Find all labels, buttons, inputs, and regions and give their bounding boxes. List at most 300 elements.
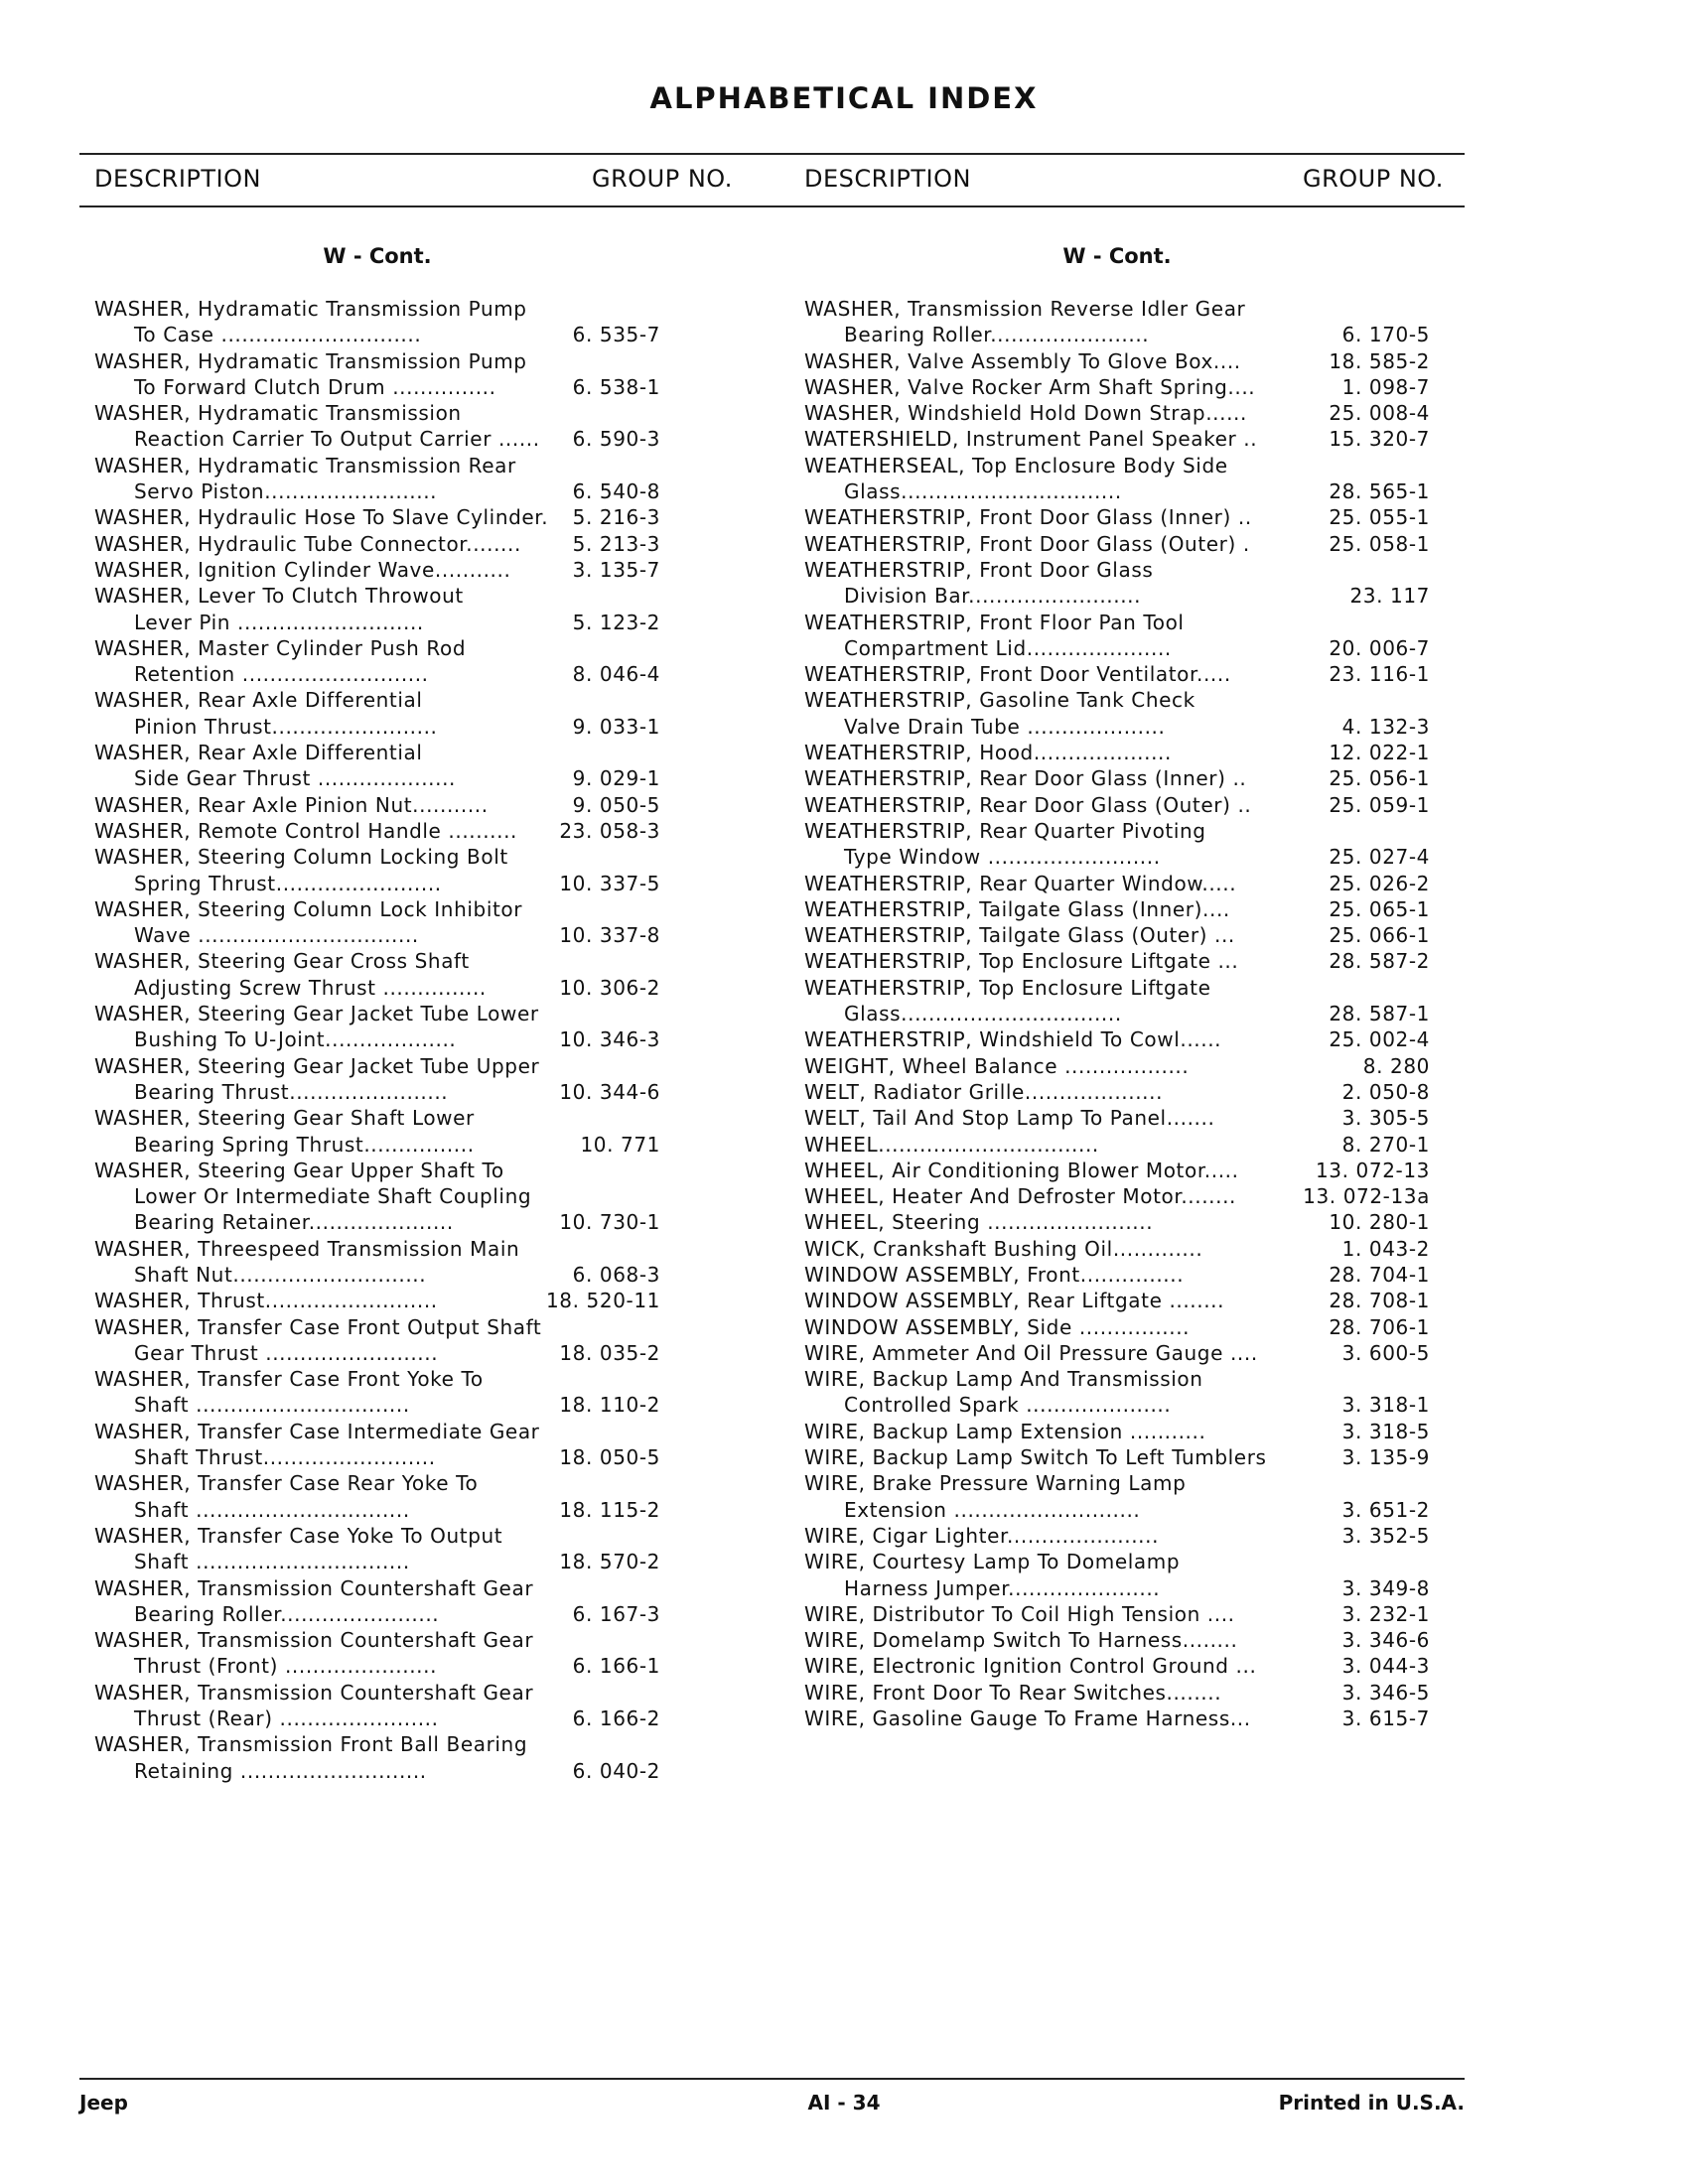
index-entry — [94, 948, 660, 1001]
index-entry — [804, 1262, 1430, 1288]
entry-group-number: 18. 585-2 — [1329, 348, 1430, 373]
entry-description: Side Gear Thrust .................... — [134, 766, 457, 791]
entry-group-number: 6. 068-3 — [572, 1262, 660, 1287]
entry-description: Controlled Spark ..................... — [844, 1393, 1172, 1418]
index-entry — [804, 765, 1430, 791]
entry-description: Lower Or Intermediate Shaft Coupling — [134, 1184, 532, 1209]
index-entry — [804, 1680, 1430, 1706]
index-entry-line — [804, 610, 1430, 635]
index-entry-line — [804, 400, 1430, 426]
entry-group-number: 28. 704-1 — [1329, 1262, 1430, 1287]
entry-description: WASHER, Master Cylinder Push Rod — [94, 635, 467, 660]
section-heading: W - Cont. — [323, 244, 432, 268]
index-entry-line — [94, 1132, 660, 1158]
index-entry — [804, 426, 1430, 452]
entry-description: WEATHERSTRIP, Rear Quarter Window..... — [804, 871, 1237, 895]
entry-description: Bushing To U-Joint................... — [134, 1027, 457, 1052]
index-entry — [94, 531, 660, 557]
entry-description: WINDOW ASSEMBLY, Front............... — [804, 1262, 1185, 1287]
entry-group-number: 6. 590-3 — [572, 427, 660, 452]
entry-description: WASHER, Hydramatic Transmission Pump — [94, 348, 527, 373]
entry-group-number: 12. 022-1 — [1329, 741, 1430, 765]
entry-group-number: 18. 115-2 — [559, 1497, 660, 1522]
index-entry-line — [804, 740, 1430, 765]
index-entry-line — [804, 478, 1430, 504]
entry-group-number: 6. 166-1 — [572, 1654, 660, 1679]
entry-description: WASHER, Threespeed Transmission Main — [94, 1236, 520, 1261]
index-entry — [94, 1053, 660, 1106]
entry-description: WIRE, Cigar Lighter...................... — [804, 1523, 1160, 1548]
index-entry-line — [94, 818, 660, 844]
entry-group-number: 25. 058-1 — [1329, 531, 1430, 556]
index-entry — [804, 400, 1430, 426]
entry-group-number: 3. 305-5 — [1341, 1106, 1430, 1131]
entry-description: WIRE, Gasoline Gauge To Frame Harness... — [804, 1706, 1251, 1731]
entry-group-number: 6. 535-7 — [572, 323, 660, 347]
header-top-rule — [79, 153, 1465, 155]
entry-group-number: 25. 002-4 — [1329, 1027, 1430, 1052]
index-entry-line — [94, 1262, 660, 1288]
index-entry-line — [804, 1132, 1430, 1158]
index-entry-line — [94, 426, 660, 452]
entry-group-number: 28. 708-1 — [1329, 1289, 1430, 1313]
index-entry-line — [94, 400, 660, 426]
entry-description: Bearing Roller....................... — [134, 1601, 440, 1626]
index-entry-line — [94, 1758, 660, 1784]
index-entry-line — [94, 714, 660, 740]
index-entry-line — [94, 1001, 660, 1026]
entry-description: WASHER, Steering Gear Cross Shaft — [94, 949, 470, 974]
entry-group-number: 25. 027-4 — [1329, 845, 1430, 870]
index-entry — [94, 1236, 660, 1289]
index-entry — [804, 1444, 1430, 1470]
entry-description: To Forward Clutch Drum ............... — [134, 374, 496, 399]
index-entry-line — [804, 583, 1430, 609]
entry-description: Shaft Thrust......................... — [134, 1445, 436, 1470]
entry-description: WASHER, Remote Control Handle .......... — [94, 818, 517, 843]
index-entry-line — [804, 661, 1430, 687]
entry-description: WEATHERSTRIP, Windshield To Cowl...... — [804, 1027, 1222, 1052]
index-entry — [804, 1340, 1430, 1366]
index-entry — [94, 557, 660, 583]
entry-description: WASHER, Transmission Countershaft Gear — [94, 1680, 534, 1705]
index-entry-line — [94, 1183, 660, 1209]
entry-description: Extension ........................... — [844, 1497, 1141, 1522]
entry-description: Reaction Carrier To Output Carrier ...... — [134, 427, 540, 452]
index-entry — [804, 1105, 1430, 1131]
index-entry-line — [94, 871, 660, 896]
entry-description: Spring Thrust........................ — [134, 871, 442, 895]
index-entry-line — [804, 1288, 1430, 1313]
entry-description: Pinion Thrust........................ — [134, 714, 438, 739]
index-entry — [804, 453, 1430, 505]
entry-group-number: 8. 280 — [1362, 1053, 1430, 1078]
index-entry-line — [804, 1314, 1430, 1340]
index-entry-line — [804, 1105, 1430, 1131]
index-entry — [804, 1523, 1430, 1549]
entry-group-number: 10. 280-1 — [1329, 1210, 1430, 1235]
index-entry-line — [94, 1053, 660, 1079]
entry-group-number: 3. 615-7 — [1341, 1706, 1430, 1731]
index-entry-line — [94, 1105, 660, 1131]
index-list-left — [94, 296, 660, 1784]
index-entry-line — [804, 1706, 1430, 1731]
entry-description: WIRE, Backup Lamp And Transmission — [804, 1367, 1203, 1392]
entry-description: WATERSHIELD, Instrument Panel Speaker .. — [804, 427, 1258, 452]
entry-description: WASHER, Hydraulic Hose To Slave Cylinder. — [94, 505, 549, 530]
index-entry — [804, 818, 1430, 871]
index-entry-line — [804, 1470, 1430, 1496]
entry-group-number: 10. 346-3 — [559, 1027, 660, 1052]
index-entry-line — [804, 453, 1430, 478]
index-entry-line — [804, 1366, 1430, 1392]
index-entry — [94, 1314, 660, 1367]
index-entry-line — [94, 1314, 660, 1340]
entry-group-number: 3. 135-7 — [572, 557, 660, 582]
index-entry-line — [804, 1680, 1430, 1706]
index-entry — [94, 1288, 660, 1313]
index-entry-line — [804, 844, 1430, 870]
index-entry-line — [804, 871, 1430, 896]
index-entry — [94, 1627, 660, 1680]
entry-description: WEATHERSTRIP, Hood.................... — [804, 741, 1172, 765]
index-entry — [94, 1158, 660, 1236]
entry-group-number: 1. 098-7 — [1341, 374, 1430, 399]
index-entry-line — [804, 1653, 1430, 1679]
index-entry-line — [804, 896, 1430, 922]
index-entry-line — [94, 740, 660, 765]
entry-group-number: 28. 587-1 — [1329, 1002, 1430, 1026]
entry-group-number: 18. 035-2 — [559, 1340, 660, 1365]
index-entry-line — [804, 1001, 1430, 1026]
entry-description: WASHER, Thrust......................... — [94, 1289, 438, 1313]
entry-description: WEATHERSTRIP, Tailgate Glass (Outer) ... — [804, 923, 1235, 948]
entry-group-number: 18. 110-2 — [559, 1393, 660, 1418]
entry-group-number: 25. 059-1 — [1329, 792, 1430, 817]
entry-group-number: 1. 043-2 — [1341, 1236, 1430, 1261]
entry-group-number: 5. 216-3 — [572, 505, 660, 530]
index-entry-line — [804, 1444, 1430, 1470]
entry-group-number: 18. 050-5 — [559, 1445, 660, 1470]
entry-group-number: 25. 056-1 — [1329, 766, 1430, 791]
entry-description: WIRE, Ammeter And Oil Pressure Gauge .... — [804, 1340, 1258, 1365]
index-entry — [94, 1105, 660, 1158]
entry-group-number: 28. 565-1 — [1329, 479, 1430, 504]
entry-group-number: 25. 065-1 — [1329, 896, 1430, 921]
index-entry-line — [94, 975, 660, 1001]
entry-description: WASHER, Hydraulic Tube Connector........ — [94, 531, 521, 556]
entry-group-number: 25. 026-2 — [1329, 871, 1430, 895]
index-entry-line — [94, 504, 660, 530]
entry-description: Thrust (Front) ...................... — [134, 1654, 438, 1679]
entry-description: WHEEL, Heater And Defroster Motor........ — [804, 1184, 1237, 1209]
index-entry-line — [94, 687, 660, 713]
entry-group-number: 5. 123-2 — [572, 610, 660, 634]
section-heading: W - Cont. — [1062, 244, 1172, 268]
index-entry-line — [94, 478, 660, 504]
index-entry-line — [94, 1549, 660, 1574]
entry-group-number: 23. 116-1 — [1329, 662, 1430, 687]
entry-group-number: 6. 167-3 — [572, 1601, 660, 1626]
index-entry-line — [94, 1392, 660, 1418]
index-entry-line — [94, 1340, 660, 1366]
entry-description: WINDOW ASSEMBLY, Side ................ — [804, 1314, 1191, 1339]
index-entry-line — [804, 818, 1430, 844]
index-entry-line — [804, 426, 1430, 452]
entry-description: WHEEL................................ — [804, 1132, 1099, 1157]
entry-description: WASHER, Rear Axle Differential — [94, 741, 423, 765]
index-entry — [804, 1470, 1430, 1523]
entry-group-number: 8. 270-1 — [1341, 1132, 1430, 1157]
index-entry — [94, 1366, 660, 1419]
entry-group-number: 25. 008-4 — [1329, 401, 1430, 426]
entry-description: WEIGHT, Wheel Balance .................. — [804, 1053, 1190, 1078]
index-column-right — [804, 236, 1430, 1731]
index-entry — [804, 661, 1430, 687]
index-entry-line — [94, 1523, 660, 1549]
index-entry — [94, 1001, 660, 1053]
index-entry — [94, 1523, 660, 1575]
index-entry-line — [94, 1419, 660, 1444]
entry-description: Glass................................ — [844, 1002, 1122, 1026]
index-entry-line — [804, 348, 1430, 374]
index-entry — [804, 922, 1430, 948]
index-entry — [94, 844, 660, 896]
index-entry — [94, 348, 660, 401]
index-column-left — [94, 236, 660, 1784]
index-entry-line — [94, 1731, 660, 1757]
index-entry — [804, 1419, 1430, 1444]
entry-group-number: 18. 570-2 — [559, 1550, 660, 1574]
entry-description: Bearing Roller....................... — [844, 323, 1150, 347]
index-entry — [804, 687, 1430, 740]
entry-description: WASHER, Steering Gear Upper Shaft To — [94, 1158, 504, 1182]
index-entry — [804, 296, 1430, 348]
entry-description: WASHER, Valve Assembly To Glove Box.... — [804, 348, 1241, 373]
index-entry — [804, 896, 1430, 922]
entry-description: WEATHERSTRIP, Front Door Glass (Inner) .. — [804, 505, 1252, 530]
index-entry — [804, 1601, 1430, 1627]
entry-description: WASHER, Transfer Case Yoke To Output — [94, 1523, 503, 1548]
entry-group-number: 6. 166-2 — [572, 1706, 660, 1731]
index-entry — [804, 740, 1430, 765]
entry-description: WELT, Tail And Stop Lamp To Panel....... — [804, 1106, 1215, 1131]
index-entry-line — [94, 1627, 660, 1653]
index-entry-line — [94, 661, 660, 687]
entry-description: WASHER, Transmission Countershaft Gear — [94, 1628, 534, 1653]
footer-brand: Jeep — [79, 2091, 128, 2115]
index-entry — [804, 1183, 1430, 1209]
footer-page-number: AI - 34 — [807, 2091, 881, 2115]
entry-group-number: 3. 349-8 — [1341, 1575, 1430, 1600]
entry-group-number: 3. 346-6 — [1341, 1628, 1430, 1653]
entry-group-number: 8. 046-4 — [572, 662, 660, 687]
entry-group-number: 10. 306-2 — [559, 975, 660, 1000]
entry-description: Lever Pin ........................... — [134, 610, 424, 634]
footer-rule — [79, 2078, 1465, 2080]
index-entry-line — [94, 1236, 660, 1262]
entry-group-number: 23. 058-3 — [559, 818, 660, 843]
index-entry — [804, 557, 1430, 610]
index-entry — [94, 896, 660, 949]
entry-group-number: 4. 132-3 — [1341, 714, 1430, 739]
index-entry-line — [94, 1079, 660, 1105]
index-entry-line — [94, 610, 660, 635]
index-entry — [94, 1419, 660, 1471]
entry-description: Wave ................................ — [134, 923, 419, 948]
index-entry — [804, 1209, 1430, 1235]
index-entry-line — [94, 1158, 660, 1183]
entry-description: WASHER, Windshield Hold Down Strap...... — [804, 401, 1247, 426]
index-entry-line — [94, 1497, 660, 1523]
index-entry-line — [94, 374, 660, 400]
index-entry-line — [94, 1026, 660, 1052]
entry-group-number: 10. 730-1 — [559, 1210, 660, 1235]
index-entry — [804, 348, 1430, 374]
entry-description: WEATHERSTRIP, Top Enclosure Liftgate ... — [804, 949, 1239, 974]
footer-printed: Printed in U.S.A. — [1278, 2091, 1465, 2115]
index-entry-line — [804, 296, 1430, 322]
entry-description: Bearing Thrust....................... — [134, 1079, 449, 1104]
index-entry — [94, 635, 660, 688]
index-entry — [804, 1236, 1430, 1262]
entry-description: WASHER, Hydramatic Transmission Rear — [94, 453, 516, 478]
entry-description: WIRE, Brake Pressure Warning Lamp — [804, 1471, 1187, 1496]
index-entry — [804, 792, 1430, 818]
index-entry-line — [94, 635, 660, 661]
entry-description: WASHER, Transfer Case Rear Yoke To — [94, 1471, 479, 1496]
index-entry-line — [804, 1419, 1430, 1444]
entry-description: Shaft ............................... — [134, 1393, 410, 1418]
entry-group-number: 9. 050-5 — [572, 792, 660, 817]
entry-description: Servo Piston......................... — [134, 479, 438, 504]
index-entry-line — [804, 504, 1430, 530]
entry-description: WEATHERSTRIP, Top Enclosure Liftgate — [804, 975, 1211, 1000]
index-entry-line — [804, 1549, 1430, 1574]
index-entry — [94, 296, 660, 348]
entry-group-number: 6. 538-1 — [572, 374, 660, 399]
index-entry — [94, 792, 660, 818]
entry-description: WIRE, Electronic Ignition Control Ground ... — [804, 1654, 1257, 1679]
entry-description: Harness Jumper...................... — [844, 1575, 1161, 1600]
entry-description: WASHER, Transfer Case Front Output Shaft — [94, 1314, 542, 1339]
index-entry — [94, 453, 660, 505]
index-entry — [804, 1706, 1430, 1731]
entry-description: WASHER, Ignition Cylinder Wave........... — [94, 557, 511, 582]
entry-group-number: 13. 072-13a — [1303, 1184, 1430, 1209]
index-entry-line — [94, 453, 660, 478]
entry-group-number: 3. 044-3 — [1341, 1654, 1430, 1679]
index-entry — [94, 1680, 660, 1732]
index-entry-line — [804, 635, 1430, 661]
entry-description: Gear Thrust ......................... — [134, 1340, 439, 1365]
entry-description: Thrust (Rear) ....................... — [134, 1706, 439, 1731]
index-entry-line — [94, 1706, 660, 1731]
index-entry — [94, 818, 660, 844]
index-entry-line — [804, 322, 1430, 347]
index-entry — [94, 1731, 660, 1784]
entry-group-number: 3. 135-9 — [1341, 1445, 1430, 1470]
index-entry — [804, 948, 1430, 974]
index-entry-line — [804, 792, 1430, 818]
entry-description: WEATHERSEAL, Top Enclosure Body Side — [804, 453, 1228, 478]
index-entry — [94, 1575, 660, 1628]
index-entry-line — [94, 1653, 660, 1679]
entry-description: WELT, Radiator Grille.................... — [804, 1079, 1164, 1104]
entry-description: Shaft ............................... — [134, 1497, 410, 1522]
entry-description: WASHER, Rear Axle Differential — [94, 688, 423, 713]
index-entry-line — [804, 374, 1430, 400]
index-entry-line — [94, 1680, 660, 1706]
index-entry-line — [804, 1497, 1430, 1523]
entry-group-number: 10. 337-8 — [559, 923, 660, 948]
index-entry-line — [804, 1627, 1430, 1653]
entry-description: WHEEL, Air Conditioning Blower Motor..... — [804, 1158, 1239, 1182]
index-entry-line — [94, 1366, 660, 1392]
index-entry-line — [94, 948, 660, 974]
entry-description: WEATHERSTRIP, Front Door Glass — [804, 557, 1154, 582]
index-entry-line — [94, 1470, 660, 1496]
entry-description: Bearing Retainer..................... — [134, 1210, 454, 1235]
entry-description: WASHER, Steering Gear Shaft Lower — [94, 1106, 475, 1131]
entry-description: WEATHERSTRIP, Front Door Glass (Outer) . — [804, 531, 1250, 556]
entry-group-number: 3. 232-1 — [1341, 1601, 1430, 1626]
entry-group-number: 3. 352-5 — [1341, 1523, 1430, 1548]
index-entry — [804, 1314, 1430, 1340]
index-entry-line — [94, 1601, 660, 1627]
entry-description: WASHER, Transmission Reverse Idler Gear — [804, 297, 1246, 321]
index-entry-line — [94, 1444, 660, 1470]
entry-description: WIRE, Domelamp Switch To Harness........ — [804, 1628, 1238, 1653]
index-entry-line — [94, 531, 660, 557]
index-entry-line — [804, 1236, 1430, 1262]
entry-group-number: 10. 344-6 — [559, 1079, 660, 1104]
index-entry-line — [94, 1575, 660, 1601]
index-entry-line — [94, 583, 660, 609]
entry-description: Retention ........................... — [134, 662, 429, 687]
index-entry-line — [94, 922, 660, 948]
entry-description: WASHER, Transfer Case Intermediate Gear — [94, 1419, 540, 1443]
entry-description: Division Bar......................... — [844, 584, 1142, 609]
entry-description: WEATHERSTRIP, Front Floor Pan Tool — [804, 610, 1185, 634]
index-entry-line — [804, 1079, 1430, 1105]
entry-group-number: 5. 213-3 — [572, 531, 660, 556]
entry-description: WASHER, Valve Rocker Arm Shaft Spring.... — [804, 374, 1256, 399]
entry-description: WASHER, Rear Axle Pinion Nut........... — [94, 792, 489, 817]
entry-description: WEATHERSTRIP, Gasoline Tank Check — [804, 688, 1196, 713]
entry-description: WEATHERSTRIP, Rear Quarter Pivoting — [804, 818, 1206, 843]
index-entry-line — [804, 1262, 1430, 1288]
index-entry-line — [804, 1053, 1430, 1079]
entry-group-number: 6. 170-5 — [1341, 323, 1430, 347]
entry-group-number: 28. 587-2 — [1329, 949, 1430, 974]
index-entry — [804, 610, 1430, 662]
column-header-group-right: GROUP NO. — [1303, 165, 1444, 193]
entry-description: WASHER, Lever To Clutch Throwout — [94, 584, 464, 609]
entry-description: WEATHERSTRIP, Rear Door Glass (Outer) .. — [804, 792, 1252, 817]
entry-description: WEATHERSTRIP, Tailgate Glass (Inner).... — [804, 896, 1230, 921]
column-header-description-left: DESCRIPTION — [94, 165, 261, 193]
entry-group-number: 3. 318-1 — [1341, 1393, 1430, 1418]
index-entry — [804, 1053, 1430, 1079]
entry-description: Bearing Spring Thrust................ — [134, 1132, 475, 1157]
index-entry — [94, 1470, 660, 1523]
entry-group-number: 3. 600-5 — [1341, 1340, 1430, 1365]
entry-description: Glass................................ — [844, 479, 1122, 504]
index-entry-line — [804, 922, 1430, 948]
index-entry — [94, 400, 660, 453]
index-entry-line — [94, 896, 660, 922]
